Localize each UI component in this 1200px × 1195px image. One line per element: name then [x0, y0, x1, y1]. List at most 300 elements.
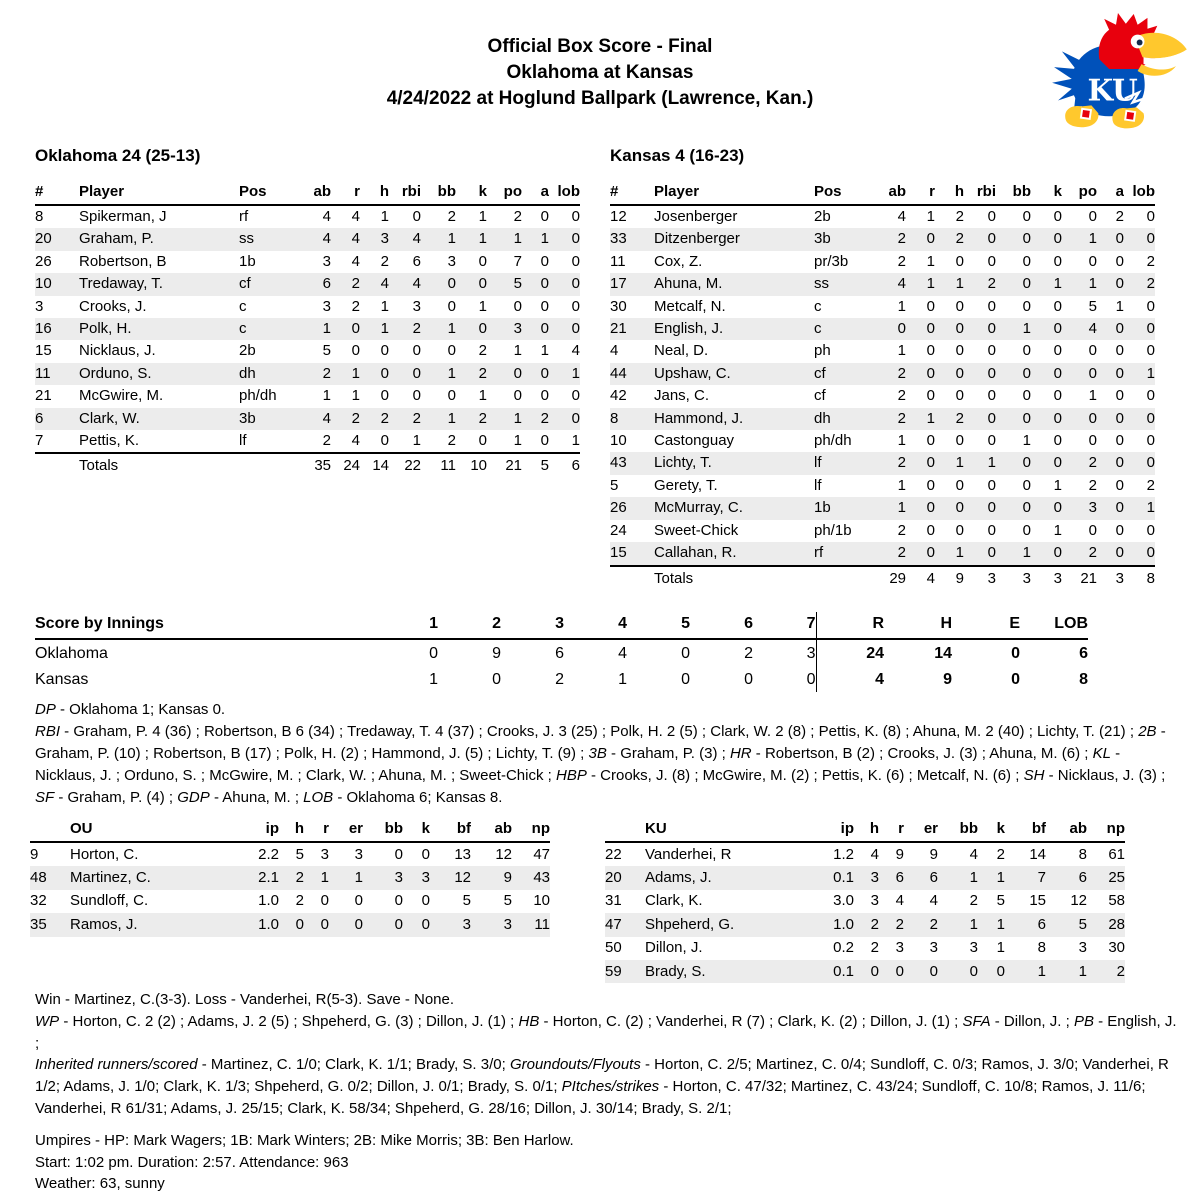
stat-cell: 0	[571, 387, 580, 405]
svg-text:KU: KU	[1087, 72, 1138, 108]
stat-cell: 1	[513, 432, 522, 450]
pitching-col-header: bf	[1005, 818, 1046, 842]
totals-stat-cell: 24	[331, 453, 360, 477]
stat-cell: 0	[987, 320, 996, 338]
batter-row	[35, 340, 580, 362]
stat-cell: 0	[1115, 476, 1124, 494]
totals-stat-cell: 3	[996, 566, 1031, 590]
batter-row	[610, 542, 1155, 565]
stat-cell: 0	[421, 845, 430, 863]
stat-cell: 0	[1053, 499, 1062, 517]
stat-cell: 1	[1022, 320, 1031, 338]
jersey-number: 22	[605, 845, 622, 863]
stat-cell: 58	[1108, 892, 1125, 910]
inning-runs-cell: 3	[753, 639, 816, 666]
jersey-number: 30	[610, 297, 627, 315]
stat-cell: 0	[447, 275, 456, 293]
pitching-col-header: bf	[430, 818, 471, 842]
position: 3b	[239, 409, 256, 427]
inning-runs-cell: 0	[681, 671, 690, 688]
stat-cell: 4	[380, 275, 389, 293]
pitching-team-header: KU	[645, 818, 810, 842]
position: 1b	[814, 499, 831, 517]
pitching-col-header: er	[329, 818, 363, 842]
stat-cell: 0	[987, 521, 996, 539]
stat-cell: 1	[447, 230, 456, 248]
stat-cell: 0	[320, 915, 329, 933]
stat-cell: 0	[926, 230, 935, 248]
stat-cell: 1	[926, 409, 935, 427]
stat-cell: 0	[380, 432, 389, 450]
stat-cell: 1	[1088, 230, 1097, 248]
stat-cell: 1	[322, 387, 331, 405]
date-venue: 4/24/2022 at Hoglund Ballpark (Lawrence, Kan.)	[386, 88, 814, 109]
stat-cell: 1	[447, 409, 456, 427]
stat-cell: 0	[1022, 521, 1031, 539]
totals-stat-cell: 4	[906, 566, 935, 590]
inning-col-header: 2	[438, 612, 501, 639]
stat-cell: 4	[322, 230, 331, 248]
stat-cell: 2	[895, 915, 904, 933]
stat-cell: 0.2	[833, 939, 854, 957]
pitching-team-header: OU	[70, 818, 235, 842]
stat-cell: 0	[513, 364, 522, 382]
stat-cell: 3	[380, 230, 389, 248]
pitching-col-header: er	[904, 818, 938, 842]
stat-cell: 2	[897, 521, 906, 539]
stat-cell: 0	[987, 476, 996, 494]
stat-cell: 0	[1022, 230, 1031, 248]
batter-row	[35, 228, 580, 250]
stat-cell: 25	[1108, 868, 1125, 886]
stat-cell: 0	[926, 297, 935, 315]
stat-cell: 2	[955, 230, 964, 248]
batter-row	[35, 205, 580, 228]
pitcher-row	[605, 937, 1125, 960]
stat-cell: 0	[1146, 320, 1155, 338]
inning-col-header: 5	[627, 612, 690, 639]
totals-stat-cell: 3	[964, 566, 996, 590]
stat-cell: 0	[1088, 521, 1097, 539]
jersey-number: 32	[30, 892, 47, 910]
stat-cell: 1	[478, 387, 487, 405]
pitcher-row	[605, 890, 1125, 913]
batter-row	[35, 430, 580, 453]
report-title-block	[0, 34, 1200, 112]
batter-row	[610, 408, 1155, 430]
pitching-col-header: h	[854, 818, 879, 842]
stat-cell: 2	[929, 915, 938, 933]
batting-col-header: h	[360, 181, 389, 205]
stat-cell: 0	[897, 320, 906, 338]
totals-label: Totals	[654, 566, 814, 590]
stat-cell: 1	[996, 868, 1005, 886]
line-score-header-row	[35, 612, 1088, 639]
player-name: Callahan, R.	[654, 544, 737, 562]
batting-col-header: Player	[79, 181, 239, 205]
stat-cell: 3	[320, 845, 329, 863]
position: 2b	[239, 342, 256, 360]
stat-cell: 0	[1053, 208, 1062, 225]
stat-cell: 2	[897, 454, 906, 472]
position: c	[239, 297, 247, 315]
position: cf	[814, 387, 826, 405]
inning-col-header: 3	[501, 612, 564, 639]
totals-spacer	[610, 566, 654, 590]
stat-cell: 0	[870, 962, 879, 980]
totals-stat-cell: 9	[935, 566, 964, 590]
double-plays-note: DP - Oklahoma 1; Kansas 0.	[35, 701, 226, 718]
stat-cell: 5	[996, 892, 1005, 910]
batting-col-header: Player	[654, 181, 814, 205]
stat-cell: 2	[1146, 275, 1155, 293]
weather-line: Weather: 63, sunny	[35, 1175, 165, 1192]
player-name: Orduno, S.	[79, 364, 152, 382]
position: ss	[239, 230, 254, 248]
batter-row	[610, 520, 1155, 542]
stat-cell: 0	[351, 320, 360, 338]
stat-cell: 1	[320, 868, 329, 886]
player-name: McMurray, C.	[654, 499, 743, 517]
stat-cell: 0	[955, 521, 964, 539]
pitcher-name: Adams, J.	[645, 868, 712, 886]
player-name: Crooks, J.	[79, 297, 147, 315]
stat-cell: 0	[926, 454, 935, 472]
stat-cell: 0	[1115, 252, 1124, 270]
stat-cell: 4	[897, 275, 906, 293]
position: pr/3b	[814, 252, 849, 270]
stat-cell: 4	[412, 230, 421, 248]
stat-cell: 8	[1078, 845, 1087, 863]
player-name: Nicklaus, J.	[79, 342, 156, 360]
inning-runs-cell: 0	[744, 671, 753, 688]
stat-cell: 28	[1108, 915, 1125, 933]
stat-abbreviation: Inherited runners/scored	[35, 1056, 198, 1074]
pitching-notes	[35, 989, 1183, 1120]
player-name: Sweet-Chick	[654, 521, 739, 539]
stat-cell: 61	[1108, 845, 1125, 863]
stat-cell: 1	[540, 230, 549, 248]
stat-cell: 1	[1037, 962, 1046, 980]
stat-cell: 0	[1146, 230, 1155, 248]
totals-stat-cell: 21	[487, 453, 522, 477]
stat-cell: 12	[495, 845, 512, 863]
stat-cell: 1	[351, 387, 360, 405]
stat-cell: 1	[1022, 432, 1031, 450]
player-name: Josenberger	[654, 208, 738, 225]
batting-header-row	[610, 181, 1155, 205]
batting-col-header: Pos	[814, 181, 868, 205]
summary-value-cell: 0	[1011, 645, 1020, 662]
stat-cell: 1	[513, 409, 522, 427]
inning-runs-cell: 2	[555, 671, 564, 688]
stat-cell: 2	[478, 409, 487, 427]
away-pitching-table	[30, 818, 550, 937]
stat-cell: 4	[351, 230, 360, 248]
inning-runs-cell: 0	[681, 645, 690, 662]
totals-stat-cell: 5	[522, 453, 549, 477]
stat-cell: 1	[412, 432, 421, 450]
batting-col-header: r	[906, 181, 935, 205]
player-name: Ahuna, M.	[654, 275, 723, 293]
summary-col-header: LOB	[1020, 612, 1088, 639]
stat-cell: 3	[322, 252, 331, 270]
game-footer	[35, 1130, 574, 1195]
pitcher-row	[30, 842, 550, 866]
stat-cell: 0	[955, 297, 964, 315]
stat-cell: 3	[513, 320, 522, 338]
stat-cell: 2	[897, 252, 906, 270]
stat-cell: 2	[513, 208, 522, 225]
jersey-number: 6	[35, 409, 44, 427]
totals-row	[610, 566, 1155, 590]
stat-cell: 2	[1088, 476, 1097, 494]
stat-cell: 10	[533, 892, 550, 910]
inherited-runners-note: Inherited runners/scored - Martinez, C. 1/0; Clark, K. 1/1; Brady, S. 3/0; Groundouts/Flyouts - Horton, C. 2/5; Martinez, C. 0/4; Sundloff, C. 0/3; Ramos, J. 3/0; Vanderhei, R 1/2; Adams, J. 1/0; Clark, K. 1/3; Shpeherd, G. 0/2; Dillon, J. 0/1; Brady, S. 0/1; PItches/strikes - Horton, C. 47/32; Martinez, C. 43/24; Sundloff, C. 10/8; Ramos, J. 11/6; Vanderhei, R 61/31; Adams, J. 25/15; Clark, K. 58/34; Shpeherd, G. 28/16; Dillon, J. 30/14; Brady, S. 2/1;	[35, 1056, 1169, 1117]
pitcher-name: Clark, K.	[645, 892, 703, 910]
stat-cell: 0	[540, 432, 549, 450]
stat-cell: 2	[351, 409, 360, 427]
summary-col-header: E	[952, 612, 1020, 639]
pitching-col-header: np	[512, 818, 550, 842]
stat-cell: 0	[955, 252, 964, 270]
stat-abbreviation: SF	[35, 789, 55, 806]
stat-cell: 4	[351, 208, 360, 225]
stat-cell: 0	[895, 962, 904, 980]
line-score-section	[35, 612, 1088, 692]
jersey-number: 3	[35, 297, 44, 315]
batter-row	[610, 475, 1155, 497]
jersey-number: 20	[605, 868, 622, 886]
stat-cell: 2	[1146, 476, 1155, 494]
line-score-table	[35, 612, 1088, 692]
jersey-number: 48	[30, 868, 47, 886]
stat-cell: 0	[926, 342, 935, 360]
batter-row	[610, 296, 1155, 318]
batting-col-header: lob	[1124, 181, 1155, 205]
stat-cell: 0	[540, 275, 549, 293]
stat-cell: 0	[571, 252, 580, 270]
team-name: Kansas	[35, 671, 89, 688]
stat-cell: 0	[354, 915, 363, 933]
stat-cell: 0	[1053, 252, 1062, 270]
position: c	[814, 320, 822, 338]
stat-cell: 1	[996, 939, 1005, 957]
stat-cell: 0	[1115, 454, 1124, 472]
stat-cell: 1	[1115, 297, 1124, 315]
summary-value-cell: 6	[1079, 645, 1088, 662]
batting-col-header: #	[35, 181, 79, 205]
stat-cell: 0	[1053, 364, 1062, 382]
stat-cell: 0	[1053, 454, 1062, 472]
inning-runs-cell: 9	[492, 645, 501, 662]
stat-abbreviation: HB	[518, 1012, 540, 1030]
stat-cell: 4	[1088, 320, 1097, 338]
stat-cell: 4	[969, 845, 978, 863]
stat-cell: 0	[1053, 544, 1062, 562]
stat-cell: 3	[322, 297, 331, 315]
stat-cell: 6	[929, 868, 938, 886]
stat-cell: 1	[897, 476, 906, 494]
jersey-number: 33	[610, 230, 627, 248]
stat-cell: 1.0	[833, 915, 854, 933]
away-batting-section	[35, 146, 580, 478]
pitcher-name: Horton, C.	[70, 845, 139, 863]
stat-abbreviation: 2B	[1138, 723, 1157, 740]
stat-abbreviation: GDP	[177, 789, 210, 806]
stat-cell: 0	[540, 252, 549, 270]
totals-row	[35, 453, 580, 477]
batter-row	[35, 273, 580, 295]
stat-cell: 1	[447, 364, 456, 382]
inning-col-header: 6	[690, 612, 753, 639]
stat-cell: 1	[571, 432, 580, 450]
player-name: McGwire, M.	[79, 387, 164, 405]
batter-row	[610, 430, 1155, 452]
stat-cell: 6	[1037, 915, 1046, 933]
stat-cell: 0	[987, 499, 996, 517]
pitcher-name: Shpeherd, G.	[645, 915, 735, 933]
batter-row	[35, 296, 580, 318]
batter-row	[610, 318, 1155, 340]
stat-cell: 2	[322, 364, 331, 382]
stat-cell: 3	[1078, 939, 1087, 957]
stat-cell: 2	[351, 275, 360, 293]
stat-cell: 30	[1108, 939, 1125, 957]
stat-cell: 0	[955, 387, 964, 405]
stat-cell: 0	[1088, 342, 1097, 360]
jersey-number: 24	[610, 521, 627, 539]
totals-stat-cell: 21	[1062, 566, 1097, 590]
position: dh	[239, 364, 256, 382]
stat-cell: 0	[421, 892, 430, 910]
batting-col-header: po	[1062, 181, 1097, 205]
stat-cell: 1	[1053, 476, 1062, 494]
stat-cell: 11	[534, 915, 550, 933]
totals-stat-cell: 14	[360, 453, 389, 477]
stat-cell: 0	[987, 230, 996, 248]
stat-cell: 1	[955, 275, 964, 293]
stat-abbreviation: PB	[1073, 1012, 1094, 1030]
away-batting-table	[35, 181, 580, 478]
position: rf	[814, 544, 824, 562]
batter-row	[610, 251, 1155, 273]
batter-row	[610, 497, 1155, 519]
pitching-col-header: k	[978, 818, 1005, 842]
stat-cell: 0	[540, 387, 549, 405]
stat-abbreviation: RBI	[35, 723, 61, 740]
stat-cell: 1	[926, 208, 935, 225]
jersey-number: 31	[605, 892, 622, 910]
stat-cell: 0	[1053, 342, 1062, 360]
stat-cell: 0	[1053, 409, 1062, 427]
stat-cell: 43	[533, 868, 550, 886]
stat-cell: 0	[1115, 342, 1124, 360]
stat-cell: 0	[571, 275, 580, 293]
player-name: Pettis, K.	[79, 432, 140, 450]
stat-cell: 1	[969, 868, 978, 886]
batter-row	[35, 408, 580, 430]
stat-cell: 0	[955, 320, 964, 338]
stat-cell: 5	[462, 892, 471, 910]
pitcher-row	[605, 866, 1125, 889]
stat-cell: 2	[897, 364, 906, 382]
pitcher-row	[605, 913, 1125, 936]
inning-runs-cell: 0	[753, 666, 816, 692]
stat-cell: 1	[1088, 387, 1097, 405]
stat-cell: 1.0	[258, 915, 279, 933]
stat-cell: 0	[1088, 364, 1097, 382]
inning-col-header: 7	[753, 612, 816, 639]
position: 2b	[814, 208, 831, 225]
stat-cell: 0	[1115, 387, 1124, 405]
stat-abbreviation: WP	[35, 1012, 60, 1030]
stat-cell: 3	[1088, 499, 1097, 517]
home-pitching-section	[605, 818, 1125, 983]
jayhawk-icon	[1042, 12, 1190, 130]
batting-col-header: rbi	[389, 181, 421, 205]
line-score-title: Score by Innings	[35, 612, 375, 639]
stat-cell: 2	[447, 432, 456, 450]
jersey-number: 50	[605, 939, 622, 957]
stat-cell: 0	[1053, 387, 1062, 405]
stat-cell: 3	[354, 845, 363, 863]
batter-row	[610, 385, 1155, 407]
inning-col-header: 4	[564, 612, 627, 639]
stat-cell: 2	[1088, 544, 1097, 562]
stat-cell: 5	[322, 342, 331, 360]
player-name: Spikerman, J	[79, 208, 167, 225]
stat-cell: 0	[1146, 544, 1155, 562]
stat-cell: 3	[394, 868, 403, 886]
jersey-number: 16	[35, 320, 52, 338]
pitcher-row	[30, 913, 550, 936]
pitching-header-row	[30, 818, 550, 842]
stat-cell: 0	[1146, 342, 1155, 360]
stat-cell: 4	[870, 845, 879, 863]
stat-cell: 2	[478, 364, 487, 382]
summary-value-cell: 4	[875, 671, 884, 688]
batting-col-header: ab	[868, 181, 906, 205]
stat-cell: 0	[1022, 208, 1031, 225]
inning-runs-cell: 6	[555, 645, 564, 662]
position: cf	[239, 275, 251, 293]
stat-cell: 0	[1022, 454, 1031, 472]
batting-col-header: a	[522, 181, 549, 205]
stat-cell: 2	[870, 915, 879, 933]
totals-stat-cell: 3	[1097, 566, 1124, 590]
inning-runs-cell: 0	[429, 645, 438, 662]
stat-cell: 3	[969, 939, 978, 957]
stat-cell: 2	[412, 409, 421, 427]
stat-cell: 0	[380, 387, 389, 405]
jersey-number: 47	[605, 915, 622, 933]
jersey-number: 17	[610, 275, 627, 293]
stat-cell: 0	[987, 364, 996, 382]
stat-cell: 1	[897, 499, 906, 517]
player-name: Graham, P.	[79, 230, 154, 248]
stat-cell: 0	[394, 892, 403, 910]
inning-runs-cell: 1	[429, 671, 438, 688]
stat-abbreviation: SH	[1023, 767, 1045, 784]
jersey-number: 43	[610, 454, 627, 472]
pitching-col-header: ab	[1046, 818, 1087, 842]
stat-cell: 0	[320, 892, 329, 910]
totals-stat-cell: 8	[1124, 566, 1155, 590]
jersey-number: 7	[35, 432, 44, 450]
stat-cell: 0	[478, 432, 487, 450]
umpires-line: Umpires - HP: Mark Wagers; 1B: Mark Winters; 2B: Mike Morris; 3B: Ben Harlow.	[35, 1132, 574, 1149]
